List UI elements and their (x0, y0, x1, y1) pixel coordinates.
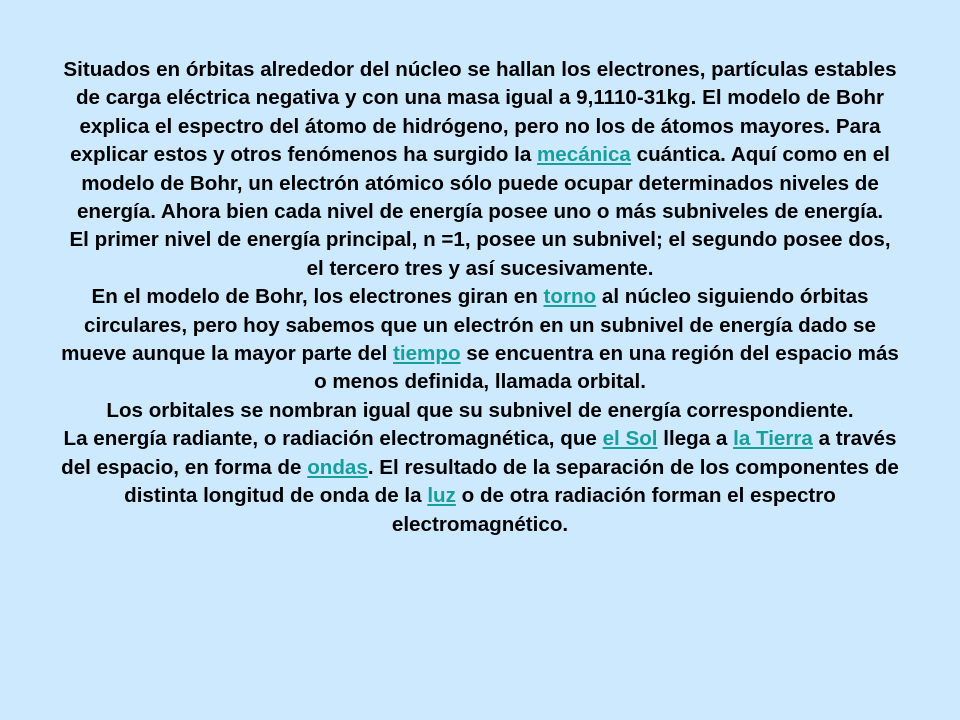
paragraph-text: o de otra radiación forman el espectro electromagnético. (391, 484, 836, 536)
link-la-tierra[interactable]: la Tierra (733, 427, 813, 451)
paragraph-text: llega a (657, 427, 734, 451)
paragraph-text: al núcleo siguiendo órbitas circulares, pero hoy sabemos que un electrón en un subnivel de energía dado se mueve aunque la mayor parte del (61, 285, 876, 366)
paragraph-orbital (60, 283, 900, 397)
paragraph-text: a través del espacio, en forma de (61, 427, 897, 479)
paragraph-radiacion (60, 425, 900, 539)
paragraph-orbitales (60, 397, 900, 425)
link-mecanica[interactable]: mecánica (537, 143, 631, 167)
link-el-sol[interactable]: el Sol (602, 427, 658, 451)
link-torno[interactable]: torno (543, 285, 597, 309)
paragraph-text: La energía radiante, o radiación electromagnética, que (63, 427, 603, 451)
link-tiempo[interactable]: tiempo (393, 342, 461, 366)
link-ondas[interactable]: ondas (307, 455, 368, 479)
slide-text-body (60, 56, 900, 539)
paragraph-niveles (60, 226, 900, 283)
paragraph-text: En el modelo de Bohr, los electrones giran en (91, 285, 544, 309)
paragraph-text: Situados en órbitas alrededor del núcleo se hallan los electrones, partículas estables de carga eléctrica negativa y con una masa igual a 9,1110-31kg. El modelo de Bohr explica el espectro del átomo de hidrógeno, pero no los de átomos mayores. Para explicar estos y otros fenómenos ha surgido la (63, 58, 897, 167)
paragraph-text: cuántica. Aquí como en el modelo de Bohr, un electrón atómico sólo puede ocupar determinados niveles de energía. Ahora bien cada nivel de energía posee uno o más subniveles de energía. (76, 143, 890, 224)
paragraph-text: Los orbitales se nombran igual que su subnivel de energía correspondiente. (106, 398, 854, 422)
paragraph-text: . El resultado de la separación de los componentes de distinta longitud de onda de la (124, 455, 899, 508)
link-luz[interactable]: luz (427, 484, 456, 508)
paragraph-text: El primer nivel de energía principal, n =1, posee un subnivel; el segundo posee dos, el tercero tres y así sucesivamente. (69, 228, 891, 280)
paragraph-text: se encuentra en una región del espacio más o menos definida, llamada orbital. (314, 342, 899, 394)
paragraph-electrones (60, 56, 900, 226)
